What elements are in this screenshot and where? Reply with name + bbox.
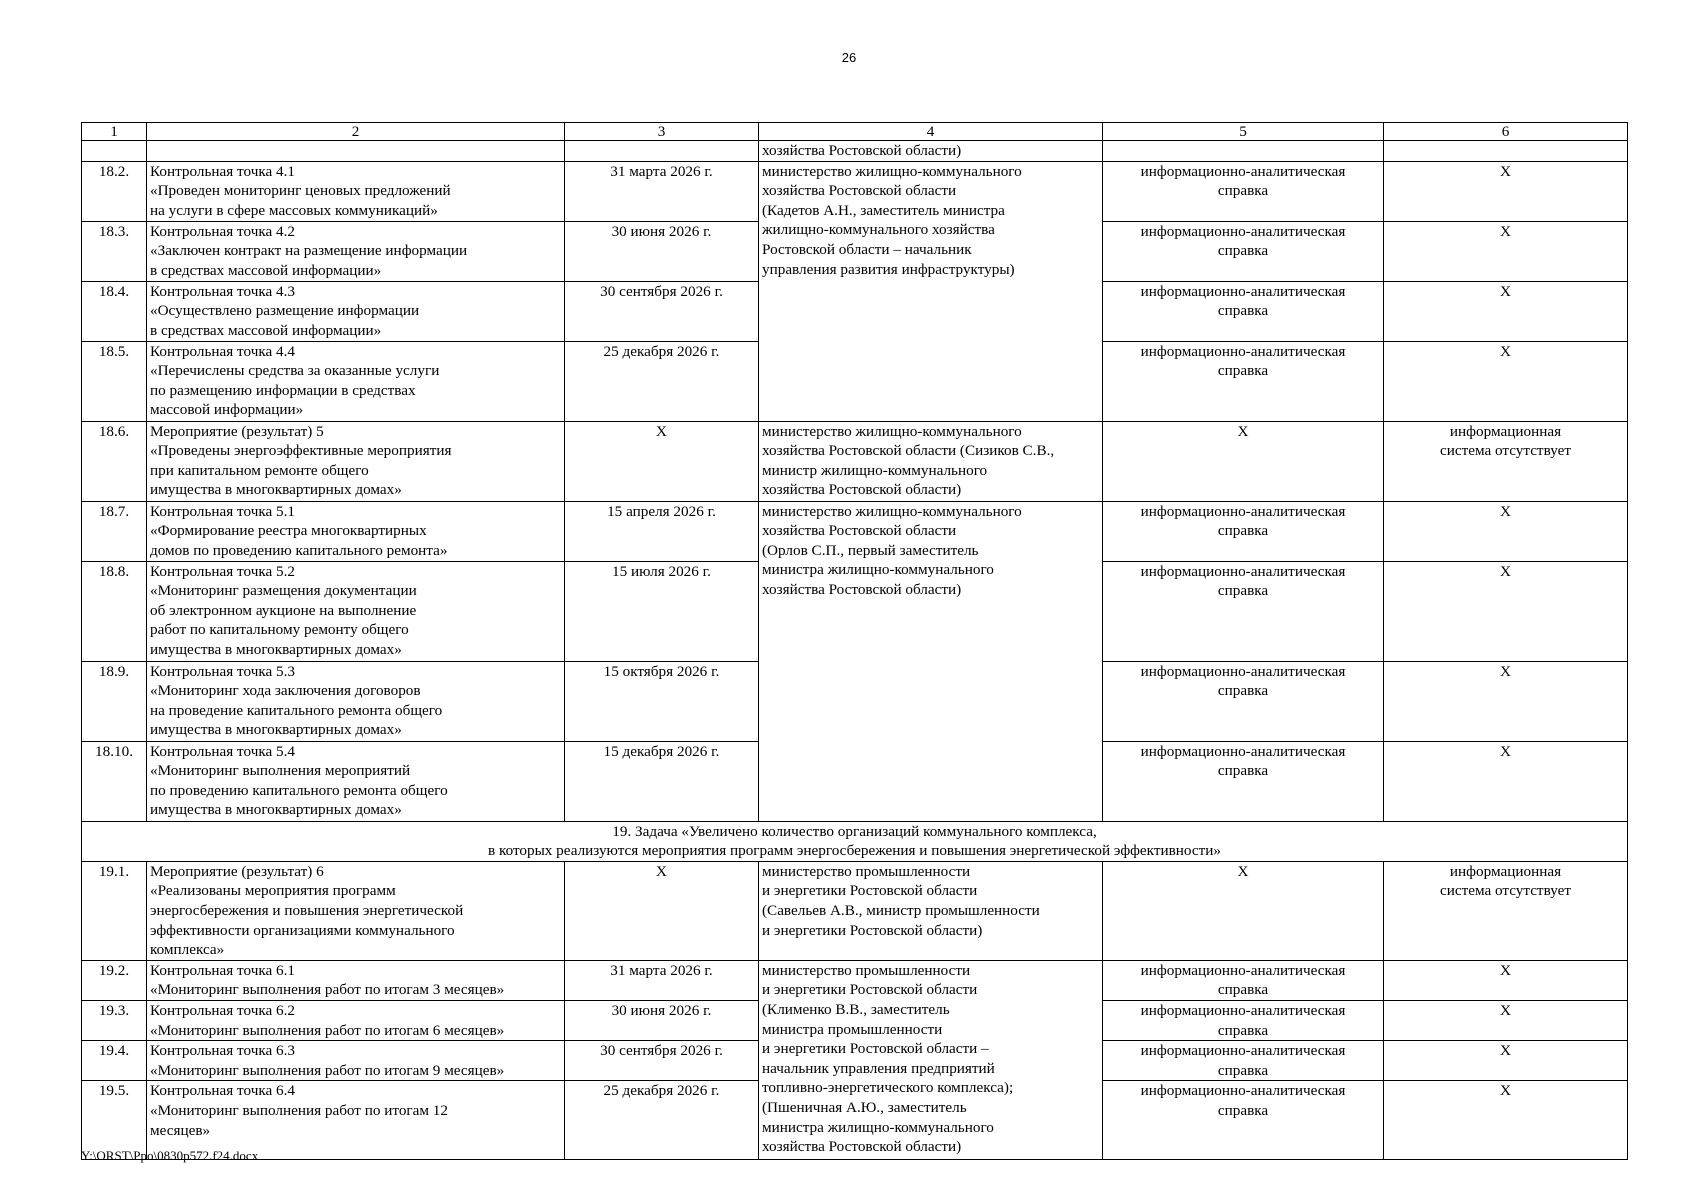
- row-deadline: 15 июля 2026 г.: [565, 561, 759, 661]
- file-path-footer: Y:\ORST\Ppo\0830p572.f24.docx: [81, 1148, 259, 1163]
- row-number: 18.9.: [82, 661, 147, 741]
- row-title: Контрольная точка 5.4 «Мониторинг выполнения мероприятий по проведению капитального ремонта общего имущества в многоквартирных домах»: [147, 741, 565, 821]
- row-document: информационно-аналитическая справка: [1103, 501, 1384, 561]
- responsible-cell: министерство жилищно-коммунального хозяйства Ростовской области (Сизиков С.В., министр жилищно-коммунального хозяйства Ростовской области): [759, 421, 1103, 501]
- row-title: Мероприятие (результат) 5 «Проведены энергоэффективные мероприятия при капитальном ремонте общего имущества в многоквартирных домах»: [147, 421, 565, 501]
- table-row: [82, 421, 1628, 501]
- row-document: X: [1103, 421, 1384, 501]
- row-info-system: информационная система отсутствует: [1384, 861, 1628, 960]
- task-heading: 19. Задача «Увеличено количество организаций коммунального комплекса, в которых реализуются мероприятия программ энергосбережения и повышения энергетической эффективности»: [82, 821, 1628, 861]
- task-heading-row: [82, 821, 1628, 861]
- row-deadline: 25 декабря 2026 г.: [565, 1081, 759, 1160]
- row-title: Контрольная точка 4.4 «Перечислены средства за оказанные услуги по размещению информации в средствах массовой информации»: [147, 341, 565, 421]
- responsible-continuation: хозяйства Ростовской области): [759, 141, 1103, 162]
- row-deadline: 31 марта 2026 г.: [565, 960, 759, 1000]
- row-title: Контрольная точка 6.3 «Мониторинг выполнения работ по итогам 9 месяцев»: [147, 1041, 565, 1081]
- column-number: 3: [565, 123, 759, 141]
- row-number: 19.4.: [82, 1041, 147, 1081]
- row-info-system: информационная система отсутствует: [1384, 421, 1628, 501]
- row-number: 18.2.: [82, 161, 147, 221]
- row-title: Контрольная точка 5.1 «Формирование реестра многоквартирных домов по проведению капитального ремонта»: [147, 501, 565, 561]
- row-document: информационно-аналитическая справка: [1103, 1000, 1384, 1040]
- row-info-system: X: [1384, 161, 1628, 221]
- row-number: 18.8.: [82, 561, 147, 661]
- table-row: [82, 861, 1628, 960]
- measures-table: [81, 122, 1628, 1160]
- table-row: [82, 501, 1628, 561]
- row-title: Контрольная точка 6.4 «Мониторинг выполнения работ по итогам 12 месяцев»: [147, 1081, 565, 1160]
- row-document: информационно-аналитическая справка: [1103, 741, 1384, 821]
- responsible-cell: министерство жилищно-коммунального хозяйства Ростовской области (Орлов С.П., первый заместитель министра жилищно-коммунального хозяйства Ростовской области): [759, 501, 1103, 821]
- row-info-system: X: [1384, 281, 1628, 341]
- row-number: 19.3.: [82, 1000, 147, 1040]
- row-info-system: X: [1384, 341, 1628, 421]
- row-document: информационно-аналитическая справка: [1103, 341, 1384, 421]
- row-deadline: 15 октября 2026 г.: [565, 661, 759, 741]
- row-info-system: X: [1384, 221, 1628, 281]
- row-number: 18.3.: [82, 221, 147, 281]
- row-document: X: [1103, 861, 1384, 960]
- row-deadline: 15 декабря 2026 г.: [565, 741, 759, 821]
- responsible-cell: министерство жилищно-коммунального хозяйства Ростовской области (Кадетов А.Н., заместитель министра жилищно-коммунального хозяйства Ростовской области – начальник управления развития инфраструктуры): [759, 161, 1103, 421]
- row-number: 18.7.: [82, 501, 147, 561]
- row-deadline: 25 декабря 2026 г.: [565, 341, 759, 421]
- row-document: информационно-аналитическая справка: [1103, 221, 1384, 281]
- row-number: 19.5.: [82, 1081, 147, 1160]
- row-title: Контрольная точка 4.1 «Проведен мониторинг ценовых предложений на услуги в сфере массовых коммуникаций»: [147, 161, 565, 221]
- column-number: 1: [82, 123, 147, 141]
- row-number: 18.6.: [82, 421, 147, 501]
- row-info-system: X: [1384, 960, 1628, 1000]
- table-row: [82, 161, 1628, 221]
- row-title: Контрольная точка 6.2 «Мониторинг выполнения работ по итогам 6 месяцев»: [147, 1000, 565, 1040]
- row-document: информационно-аналитическая справка: [1103, 161, 1384, 221]
- column-number: 6: [1384, 123, 1628, 141]
- responsible-cell: министерство промышленности и энергетики Ростовской области (Савельев А.В., министр промышленности и энергетики Ростовской области): [759, 861, 1103, 960]
- row-info-system: X: [1384, 561, 1628, 661]
- row-document: информационно-аналитическая справка: [1103, 281, 1384, 341]
- row-title: Контрольная точка 5.2 «Мониторинг размещения документации об электронном аукционе на выполнение работ по капитальному ремонту общего имущества в многоквартирных домах»: [147, 561, 565, 661]
- row-title: Контрольная точка 4.2 «Заключен контракт на размещение информации в средствах массовой информации»: [147, 221, 565, 281]
- row-document: информационно-аналитическая справка: [1103, 561, 1384, 661]
- row-info-system: X: [1384, 1041, 1628, 1081]
- continuation-row: [82, 141, 1628, 162]
- row-document: информационно-аналитическая справка: [1103, 1041, 1384, 1081]
- row-number: 18.5.: [82, 341, 147, 421]
- responsible-cell: министерство промышленности и энергетики Ростовской области (Клименко В.В., заместитель министра промышленности и энергетики Ростовской области – начальник управления предприятий топливно-энергетического комплекса); (Пшеничная А.Ю., заместитель министра жилищно-коммунального хозяйства Ростовской области): [759, 960, 1103, 1160]
- table-row: [82, 960, 1628, 1000]
- row-number: 18.4.: [82, 281, 147, 341]
- row-title: Мероприятие (результат) 6 «Реализованы мероприятия программ энергосбережения и повышения энергетической эффективности организациями коммунального комплекса»: [147, 861, 565, 960]
- row-deadline: 31 марта 2026 г.: [565, 161, 759, 221]
- row-title: Контрольная точка 4.3 «Осуществлено размещение информации в средствах массовой информации»: [147, 281, 565, 341]
- row-info-system: X: [1384, 501, 1628, 561]
- column-number: 4: [759, 123, 1103, 141]
- row-number: 18.10.: [82, 741, 147, 821]
- row-deadline: X: [565, 421, 759, 501]
- row-info-system: X: [1384, 1000, 1628, 1040]
- row-deadline: 30 сентября 2026 г.: [565, 281, 759, 341]
- column-number: 5: [1103, 123, 1384, 141]
- column-number-row: [82, 123, 1628, 141]
- row-number: 19.1.: [82, 861, 147, 960]
- row-deadline: 30 сентября 2026 г.: [565, 1041, 759, 1081]
- row-info-system: X: [1384, 661, 1628, 741]
- column-number: 2: [147, 123, 565, 141]
- row-number: 19.2.: [82, 960, 147, 1000]
- row-document: информационно-аналитическая справка: [1103, 960, 1384, 1000]
- row-title: Контрольная точка 5.3 «Мониторинг хода заключения договоров на проведение капитального ремонта общего имущества в многоквартирных домах»: [147, 661, 565, 741]
- row-deadline: X: [565, 861, 759, 960]
- page-number: 26: [841, 50, 857, 65]
- row-info-system: X: [1384, 1081, 1628, 1160]
- row-info-system: X: [1384, 741, 1628, 821]
- row-document: информационно-аналитическая справка: [1103, 1081, 1384, 1160]
- row-deadline: 30 июня 2026 г.: [565, 221, 759, 281]
- row-deadline: 30 июня 2026 г.: [565, 1000, 759, 1040]
- row-title: Контрольная точка 6.1 «Мониторинг выполнения работ по итогам 3 месяцев»: [147, 960, 565, 1000]
- row-deadline: 15 апреля 2026 г.: [565, 501, 759, 561]
- row-document: информационно-аналитическая справка: [1103, 661, 1384, 741]
